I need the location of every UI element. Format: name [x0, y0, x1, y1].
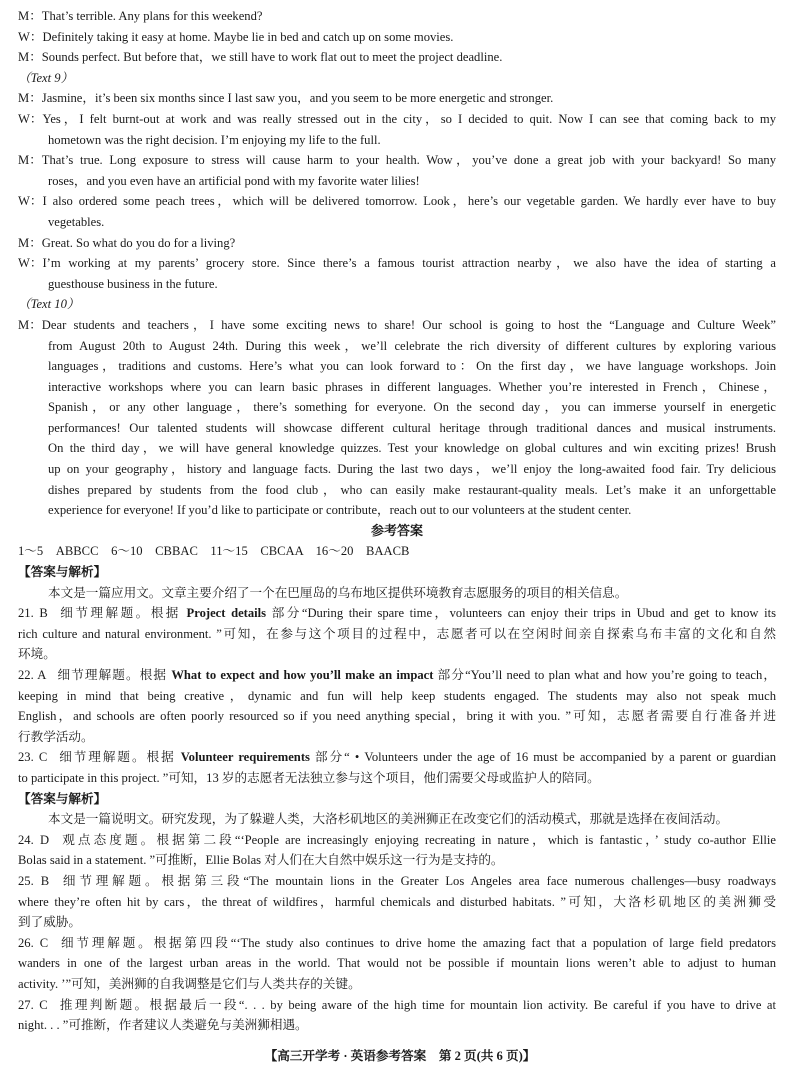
speaker-label: W： [18, 194, 43, 209]
dialogue-line [18, 377, 776, 398]
analysis-text-line: activity. ’”可知，美洲狮的自我调整是它们与人类共存的关键。 [18, 976, 361, 991]
analysis-text-line: rich culture and natural environment. ”可知，在参与这个项目的过程中，志愿者可以在空闲时间亲自探索乌布丰富的文化和自然 [18, 626, 776, 641]
answers-heading: 参考答案 [370, 522, 423, 538]
dialogue-line [18, 459, 776, 480]
section-name: Volunteer requirements [180, 750, 310, 765]
dialogue-text: Dear students and teachers，I have some exciting news to share! Our school is going to host the “Language and Culture Week” [41, 317, 776, 332]
analysis-text: 部分“During their spare time，volunteers can enjoy their trips in Ubud and get to know its [266, 606, 776, 621]
analysis-text: 部分“ • Volunteers under the age of 16 must be accompanied by a parent or guardian [309, 750, 776, 765]
dialogue-line [18, 253, 776, 274]
analysis-intro: 本文是一篇应用文。文章主要介绍了一个在巴厘岛的乌布地区提供环境教育志愿服务的项目的相关信息。 [48, 585, 628, 600]
dialogue-line [18, 315, 776, 336]
section-name: Project details [186, 606, 267, 621]
analysis-text: 细节理解题。根据 [57, 750, 181, 765]
dialogue-text: hometown was the right decision. I’m enjoying my life to the full. [48, 132, 381, 147]
analysis-text: 部分“You’ll need to plan what and how you’re going to teach， [433, 668, 776, 682]
question-number: 21. B [18, 606, 48, 621]
question-number: 26. C [18, 935, 49, 950]
analysis-text: 细节理解题。根据第四段“‘The study also continues to drive home the amazing fact that a population of large field predators [58, 935, 776, 950]
dialogue-text: Jasmine，it’s been six months since I last saw you，and you seem to be more energetic and stronger. [41, 91, 554, 106]
analysis-item-first-line [18, 603, 776, 624]
dialogue-text: dishes prepared by students from the food club，who can easily make restaurant-quality meals. Let’s make it an unforgettable [48, 482, 776, 497]
speaker-label: W： [18, 256, 43, 271]
analysis-text-line: night. . . ”可推断，作者建议人类避免与美洲狮相遇。 [18, 1018, 308, 1033]
speaker-label: M： [18, 9, 42, 23]
dialogue-line [18, 500, 776, 521]
speaker-label: M： [18, 153, 42, 168]
analysis-section [18, 562, 776, 1036]
dialogue-line [18, 150, 776, 171]
analysis-text-line: keeping in mind that being creative，dynamic and fun will help keep students engaged. The students may also not speak much [18, 688, 776, 703]
speaker-label: W： [18, 29, 43, 44]
question-number: 25. B [18, 873, 50, 888]
dialogue-text: performances! Our talented students will showcase different cultural heritage through traditional dances and musical instruments. [48, 420, 776, 435]
analysis-text: 细节理解题。根据第三段“The mountain lions in the Greater Los Angeles area face numerous challenges—busy roadways [59, 873, 776, 888]
dialogue-line [18, 88, 776, 109]
dialogue-line [18, 274, 776, 295]
dialogue-line [18, 47, 776, 68]
question-number: 22. A [18, 668, 47, 682]
speaker-label: M： [18, 91, 42, 106]
speaker-label: W： [18, 111, 43, 126]
speaker-label: M： [18, 50, 42, 65]
dialogue-line [18, 212, 776, 233]
analysis-item-first-line [18, 747, 776, 768]
dialogue-text: Definitely taking it easy at home. Maybe lie in bed and catch up on some movies. [42, 29, 454, 44]
dialogue-line [18, 418, 776, 439]
analysis-item-first-line [18, 871, 776, 892]
section-name: What to expect and how you’ll make an impact [171, 668, 434, 682]
speaker-label: M： [18, 235, 42, 250]
dialogue-line [18, 336, 776, 357]
analysis-header: 【答案与解析】 [18, 565, 107, 580]
dialogue-text: vegetables. [48, 214, 105, 229]
dialogue-text: Yes，I felt burnt-out at work and was really stressed out in the city，so I decided to quit. Now I can see that coming back to my [42, 111, 776, 126]
analysis-intro: 本文是一篇说明文。研究发现，为了躲避人类，大洛杉矶地区的美洲狮正在改变它们的活动模式，那就是选择在夜间活动。 [48, 812, 729, 827]
dialogue-line [18, 6, 776, 27]
speaker-label: M： [18, 317, 42, 332]
dialogue-text: I’m working at my parents’ grocery store. Since there’s a famous tourist attraction nearby，we also have the idea of starting a [42, 256, 776, 271]
dialogue-line [18, 27, 776, 48]
dialogue-text: roses，and you even have an artificial pond with my favorite water lilies! [48, 173, 420, 188]
transcript-section [18, 6, 776, 521]
dialogue-text: I also ordered some peach trees，which will be delivered tomorrow. Look，here’s our vegetable garden. We hardly ever have to buy [42, 194, 776, 209]
dialogue-text: Spanish，or any other language，there’s something for everyone. On the second day，you can immerse yourself in energetic [48, 400, 776, 415]
dialogue-text: interactive workshops where you can learn basic phrases in different languages. Whether you’re interested in French，Chinese， [48, 379, 776, 394]
analysis-item-first-line [18, 995, 776, 1016]
analysis-text-line: 到了威胁。 [18, 915, 81, 930]
answer-keys: 1～5 ABBCC 6～10 CBBAC 11～15 CBCAA 16～20 BAACB [18, 544, 410, 559]
dialogue-line [18, 233, 776, 254]
analysis-text: 推理判断题。根据最后一段“. . . by being aware of the high time for mountain lion activity. Be careful if you have to drive at [57, 997, 776, 1012]
question-number: 23. C [18, 750, 48, 765]
dialogue-line [18, 397, 776, 418]
analysis-text: 细节理解题。根据 [57, 606, 187, 621]
dialogue-text: from August 20th to August 24th. During this week，we’ll celebrate the rich diversity of different cultures by exploring various [48, 338, 776, 353]
dialogue-text: up on your geography，history and language facts. During the last two days，we’ll enjoy the long-awaited food fair. Try delicious [48, 462, 776, 477]
dialogue-text: languages，traditions and customs. Here’s what you can look forward to：On the first day，we have language workshops. Join [48, 359, 776, 374]
dialogue-line [18, 480, 776, 501]
analysis-item-first-line [18, 665, 776, 686]
dialogue-text: experience for everyone! If you’d like to participate or contribute，reach out to our volunteers at the student center. [48, 503, 632, 518]
analysis-text-line: English，and schools are often poorly resourced so if you need anything special，bring it with you. ”可知，志愿者需要自行准备并进 [18, 709, 776, 724]
analysis-text-line: 行教学活动。 [18, 729, 94, 744]
analysis-text-line: Bolas said in a statement. ”可推断，Ellie Bolas 对人们在大自然中娱乐这一行为是支持的。 [18, 853, 504, 868]
dialogue-text: guesthouse business in the future. [48, 276, 218, 291]
text-marker: （Text 9） [18, 70, 74, 85]
answer-sheet-page [18, 6, 776, 1036]
analysis-text: 观点态度题。根据第二段“‘People are increasingly enjoying recreating in nature，which is fantastic，’ study co-author Ellie [59, 832, 776, 847]
analysis-item-first-line [18, 933, 776, 954]
analysis-item-first-line [18, 830, 776, 851]
dialogue-text: Sounds perfect. But before that，we still have to work flat out to meet the project deadline. [41, 50, 503, 65]
dialogue-line [18, 109, 776, 130]
analysis-text-line: to participate in this project. ”可知，13 岁的志愿者无法独立参与这个项目，他们需要父母或监护人的陪同。 [18, 770, 600, 785]
dialogue-line [18, 438, 776, 459]
dialogue-line [18, 130, 776, 151]
dialogue-text: That’s terrible. Any plans for this weekend? [41, 9, 263, 23]
text-marker: （Text 10） [18, 297, 80, 312]
analysis-text-line: wanders in one of the largest urban areas in the world. That would not be possible if mountain lions weren’t able to adjust to human [18, 956, 776, 971]
analysis-text-line: where they’re often hit by cars，the threat of wildfires，harmful chemicals and disturbed habitats. ”可知，大洛杉矶地区的美洲狮受 [18, 894, 776, 909]
dialogue-text: On the third day，we will have general knowledge quizzes. Test your knowledge on global cultures and win exciting prizes! Brush [48, 441, 776, 456]
dialogue-line [18, 171, 776, 192]
analysis-header: 【答案与解析】 [18, 791, 107, 806]
dialogue-text: That’s true. Long exposure to stress will cause harm to your health. Wow，you’ve done a great job with your backyard! So many [41, 153, 776, 168]
analysis-text: 细节理解题。根据 [56, 668, 172, 682]
dialogue-line [18, 191, 776, 212]
analysis-text-line: 环境。 [18, 647, 56, 662]
page-footer: 【高三开学考 · 英语参考答案 第 2 页(共 6 页)】 [264, 1049, 536, 1063]
dialogue-text: Great. So what do you do for a living? [41, 235, 236, 250]
dialogue-line [18, 356, 776, 377]
question-number: 24. D [18, 832, 50, 847]
question-number: 27. C [18, 997, 48, 1012]
